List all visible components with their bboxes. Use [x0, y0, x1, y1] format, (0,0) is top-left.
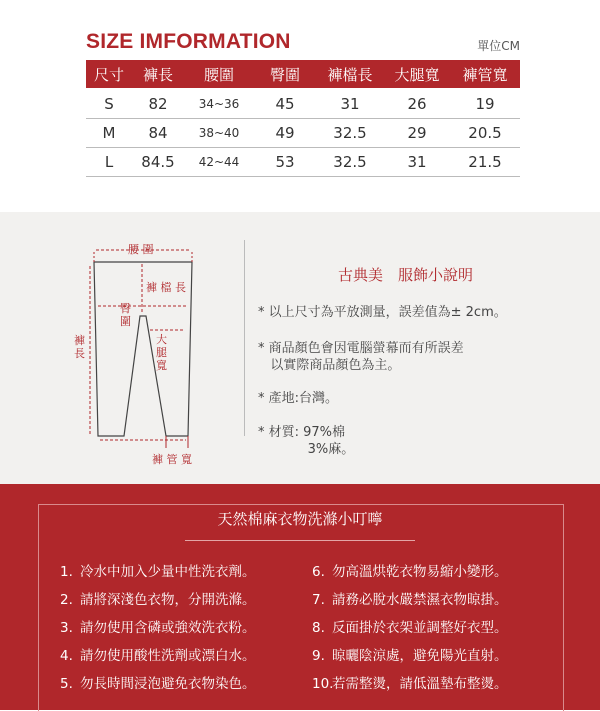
care-title: 天然棉麻衣物洗滌小叮嚀: [217, 510, 383, 528]
care-item-number: 3.: [60, 620, 73, 636]
column-header: 大腿寬: [384, 60, 450, 88]
care-item-text: 請勿使用含磷或強效洗衣粉。: [80, 620, 256, 636]
table-cell: 49: [254, 119, 316, 148]
size-section: [0, 0, 600, 212]
table-row: [86, 148, 520, 177]
table-row: [86, 119, 520, 148]
column-header: 腰圍: [184, 60, 254, 88]
care-item-text: 勿長時間浸泡避免衣物染色。: [80, 676, 256, 692]
note-item: * 以上尺寸為平放測量，誤差值為± 2cm。: [258, 305, 507, 320]
note-item: * 產地:台灣。: [258, 391, 339, 406]
table-cell: 53: [254, 148, 316, 177]
table-row: [86, 88, 520, 119]
care-item-8: [312, 616, 508, 636]
column-header: 褲長: [132, 60, 184, 88]
care-item-4: [60, 644, 256, 664]
table-cell: 84.5: [132, 148, 184, 177]
size-title: SIZE IMFORMATION: [86, 30, 291, 53]
care-item-number: 1.: [60, 564, 73, 580]
note-item: * 商品顏色會因電腦螢幕而有所誤差 以實際商品顏色為主。: [258, 341, 464, 373]
care-item-number: 4.: [60, 648, 73, 664]
care-item-1: [60, 560, 256, 580]
column-header: 褲管寬: [450, 60, 520, 88]
waist-label: 腰 圍: [128, 243, 154, 256]
care-item-6: [312, 560, 508, 580]
table-cell: 20.5: [450, 119, 520, 148]
table-cell: 31: [316, 88, 384, 119]
care-item-9: [312, 644, 508, 664]
unit-label: 單位CM: [477, 39, 520, 53]
care-item-text: 請勿使用酸性洗劑或漂白水。: [80, 648, 256, 664]
care-item-5: [60, 672, 256, 692]
thigh-label: 大 腿 寬: [156, 333, 167, 372]
length-label: 褲 長: [74, 334, 85, 360]
table-cell: 29: [384, 119, 450, 148]
pants-diagram: [60, 226, 230, 466]
care-item-7: [312, 588, 508, 608]
care-item-number: 5.: [60, 676, 73, 692]
column-header: 臀圍: [254, 60, 316, 88]
note-item: * 材質: 97%棉 3%麻。: [258, 425, 355, 457]
table-cell: 42~44: [184, 148, 254, 177]
care-divider: [185, 540, 415, 541]
size-table-header: [86, 60, 520, 88]
hip-label: 臀 圍: [120, 302, 131, 328]
care-item-number: 10.: [312, 676, 334, 692]
size-table: [86, 60, 520, 177]
table-cell: 19: [450, 88, 520, 119]
care-item-number: 9.: [312, 648, 325, 664]
table-cell: 21.5: [450, 148, 520, 177]
table-cell: 32.5: [316, 119, 384, 148]
table-cell: 82: [132, 88, 184, 119]
care-item-text: 勿高溫烘乾衣物易縮小變形。: [332, 564, 508, 580]
notes-title: 古典美 服飾小說明: [338, 266, 474, 284]
hem-label: 褲 管 寬: [152, 453, 192, 466]
table-cell: M: [86, 119, 132, 148]
care-item-text: 請務必脫水嚴禁濕衣物晾掛。: [332, 592, 508, 608]
care-item-number: 6.: [312, 564, 325, 580]
care-item-number: 7.: [312, 592, 325, 608]
table-cell: 34~36: [184, 88, 254, 119]
care-item-text: 請將深淺色衣物，分開洗滌。: [80, 592, 256, 608]
care-section: [0, 484, 600, 710]
care-item-text: 冷水中加入少量中性洗衣劑。: [80, 564, 256, 580]
care-item-text: 反面掛於衣架並調整好衣型。: [332, 620, 508, 636]
table-cell: 38~40: [184, 119, 254, 148]
column-header: 尺寸: [86, 60, 132, 88]
info-section: [0, 212, 600, 484]
table-cell: 84: [132, 119, 184, 148]
care-item-2: [60, 588, 256, 608]
care-item-text: 若需整燙，請低溫墊布整燙。: [332, 676, 508, 692]
care-item-3: [60, 616, 256, 636]
care-item-number: 8.: [312, 620, 325, 636]
table-cell: 32.5: [316, 148, 384, 177]
divider: [244, 240, 245, 436]
care-item-10: [312, 672, 508, 692]
table-cell: L: [86, 148, 132, 177]
rise-label: 褲 檔 長: [146, 281, 186, 294]
table-cell: 31: [384, 148, 450, 177]
table-cell: 45: [254, 88, 316, 119]
table-cell: 26: [384, 88, 450, 119]
table-cell: S: [86, 88, 132, 119]
care-item-text: 晾曬陰涼處，避免陽光直射。: [332, 648, 508, 664]
column-header: 褲檔長: [316, 60, 384, 88]
pants-outline-icon: [60, 226, 230, 466]
care-item-number: 2.: [60, 592, 73, 608]
